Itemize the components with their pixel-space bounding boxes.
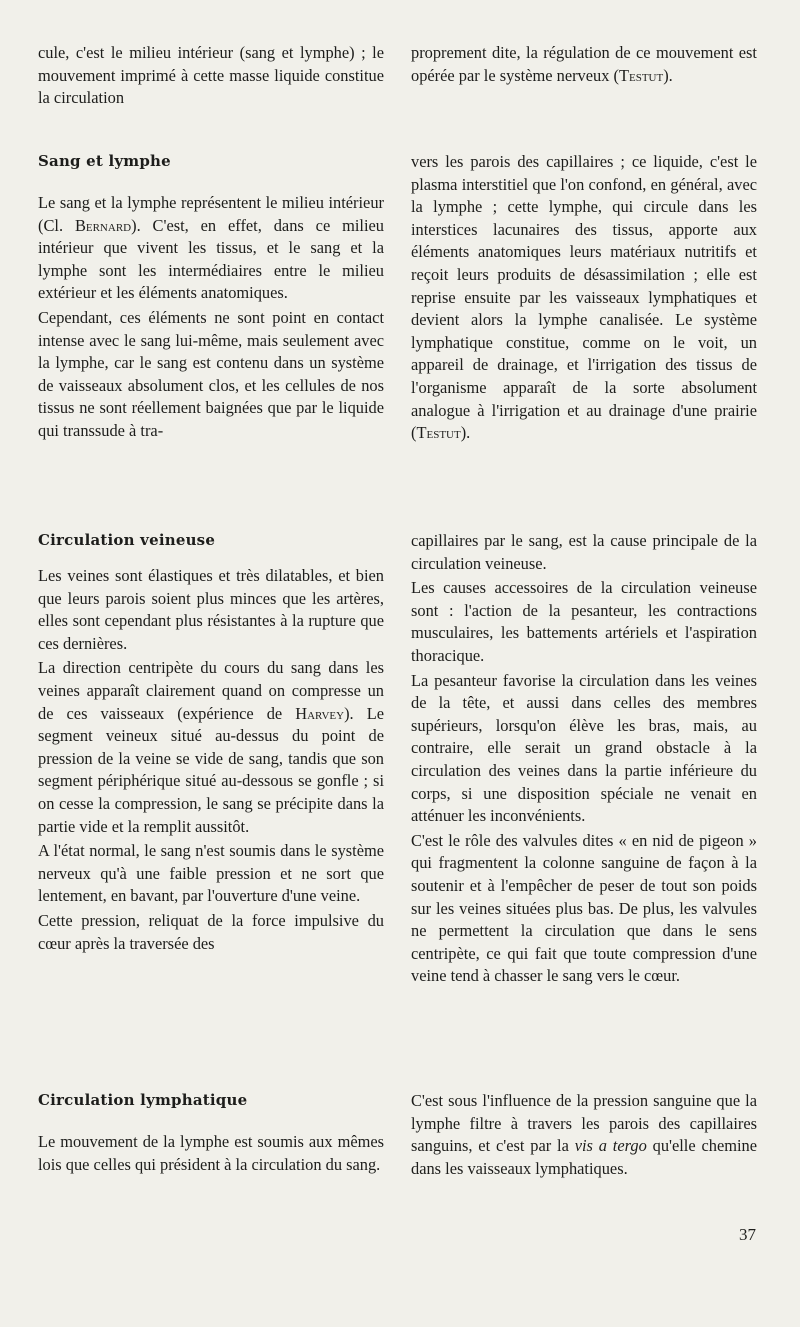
page-number: 37	[739, 1225, 756, 1244]
sang-lymphe-text	[38, 192, 384, 443]
sang-continuation-paragraph	[411, 151, 757, 445]
veineuse-cont-paragraph-2: Les causes accessoires de la circulation veineuse sont : l'action de la pesanteur, les contractions musculaires, les battements artériels et l'aspiration thoracique.	[411, 578, 757, 665]
author-bernard: Bernard	[74, 215, 132, 235]
veineuse-paragraph-2	[38, 657, 384, 838]
heading-sang-et-lymphe: Sang et lymphe	[38, 152, 171, 170]
veineuse-p2-text-b: ). Le segment veineux situé au-dessus du point de pression de la veine se vide de sang, tandis que son segment périphérique situé au-dessous se gonfle ; si on cesse la compression, le sang se précipite dans la partie vide et la remplit aussitôt.	[38, 703, 384, 836]
lymphatique-cont-paragraph	[411, 1090, 757, 1180]
veineuse-p2-text-a: La direction centripète du cours du sang dans les veines apparaît clairement quand on compresse un de ces vaisseaux (expérience de	[38, 658, 384, 723]
author-testut-1: Testut	[618, 65, 664, 85]
sang-continuation-block	[411, 151, 757, 445]
latin-vis-a-tergo: vis a tergo	[574, 1136, 647, 1156]
right-intro-text-a: proprement dite, la régulation de ce mouvement est opérée par le système nerveux (	[411, 43, 757, 85]
sang-cont-text-b: ).	[460, 423, 471, 443]
lymphatique-text	[38, 1131, 384, 1176]
right-intro-text-b: ).	[663, 65, 673, 85]
heading-circulation-veineuse: Circulation veineuse	[38, 531, 216, 549]
veineuse-cont-paragraph-1: capillaires par le sang, est la cause principale de la circulation veineuse.	[411, 531, 757, 573]
sang-lymphe-section	[38, 151, 171, 171]
veineuse-text	[38, 565, 384, 955]
lymph-cont-text-b: qu'elle chemine dans les vaisseaux lymphatiques.	[411, 1136, 757, 1178]
sang-p1-text-b: ). C'est, en effet, dans ce milieu intérieur que vivent les tissus, et le sang et la lymphe sont les intermédiaires entre le milieu extérieur et les éléments anatomiques.	[38, 215, 384, 303]
right-intro-block	[411, 42, 757, 87]
left-intro-block	[38, 42, 384, 110]
lymphatique-continuation-block	[411, 1090, 757, 1180]
author-harvey: Harvey	[295, 703, 345, 723]
sang-paragraph-1	[38, 192, 384, 305]
veineuse-paragraph-4: Cette pression, reliquat de la force impulsive du cœur après la traversée des	[38, 910, 384, 953]
author-testut-2: Testut	[416, 423, 461, 443]
left-intro-paragraph: cule, c'est le milieu intérieur (sang et lymphe) ; le mouvement imprimé à cette masse liquide constitue la circulation	[38, 43, 384, 108]
sang-p1-text-a: Le sang et la lymphe représentent le milieu intérieur (Cl.	[38, 193, 384, 235]
veineuse-cont-paragraph-3: La pesanteur favorise la circulation dans les veines de la tête, et aussi dans celles des membres supérieurs, lorsqu'on élève les bras, mais, au contraire, elle serait un grand obstacle à la circulation des veines dans la partie inférieure du corps, si une disposition spéciale ne venait en atténuer les inconvénients.	[411, 670, 757, 826]
sang-paragraph-2: Cependant, ces éléments ne sont point en contact intense avec le sang lui-même, mais seulement avec la lymphe, car le sang est contenu dans un système de vaisseaux absolument clos, et les cellules de nos tissus ne sont réellement baignées que par le liquide qui transsude à tra-	[38, 307, 384, 440]
veineuse-cont-paragraph-4: C'est le rôle des valvules dites « en nid de pigeon » qui fragmentent la colonne sanguine de façon à la soutenir et à l'empêcher de peser de tout son poids sur les veines situées plus bas. De plus, les valvules ne permettent la circulation que dans le sens centripète, ce qui fait que toute compression d'une veine tend à chasser le sang vers le cœur.	[411, 830, 757, 986]
circulation-veineuse-section	[38, 530, 215, 550]
lymph-cont-text-a: C'est sous l'influence de la pression sanguine que la lymphe filtre à travers les parois des capillaires sanguins, et c'est par la	[411, 1091, 757, 1156]
lymphatique-paragraph-1: Le mouvement de la lymphe est soumis aux mêmes lois que celles qui président à la circulation du sang.	[38, 1132, 384, 1174]
veineuse-paragraph-1: Les veines sont élastiques et très dilatables, et bien que leurs parois soient plus minces que les artères, elles sont cependant plus résistantes à la rupture que ces dernières.	[38, 566, 384, 653]
veineuse-paragraph-3: A l'état normal, le sang n'est soumis dans le système nerveux qu'à une faible pression et ne sort que lentement, en bavant, par l'ouverture d'une veine.	[38, 841, 384, 906]
right-intro-paragraph	[411, 42, 757, 87]
sang-cont-text-a: vers les parois des capillaires ; ce liquide, c'est le plasma interstitiel que l'on confond, en général, avec la lymphe ; cette lymphe, qui circule dans les interstices lacunaires des tissus, apporte aux éléments anatomiques leurs matériaux nutritifs et reçoit leurs produits de désassimilation ; elle est reprise ensuite par les vaisseaux lymphatiques et devient alors la lymphe canalisée. Le système lymphatique constitue, comme on le voit, un appareil de drainage, et l'irrigation des tissus de l'organisme apparaît de la sorte absolument analogue à l'irrigation et au drainage d'une prairie (	[411, 152, 757, 443]
heading-circulation-lymphatique: Circulation lymphatique	[38, 1091, 248, 1109]
circulation-lymphatique-section	[38, 1090, 247, 1110]
veineuse-continuation-block	[411, 530, 757, 988]
